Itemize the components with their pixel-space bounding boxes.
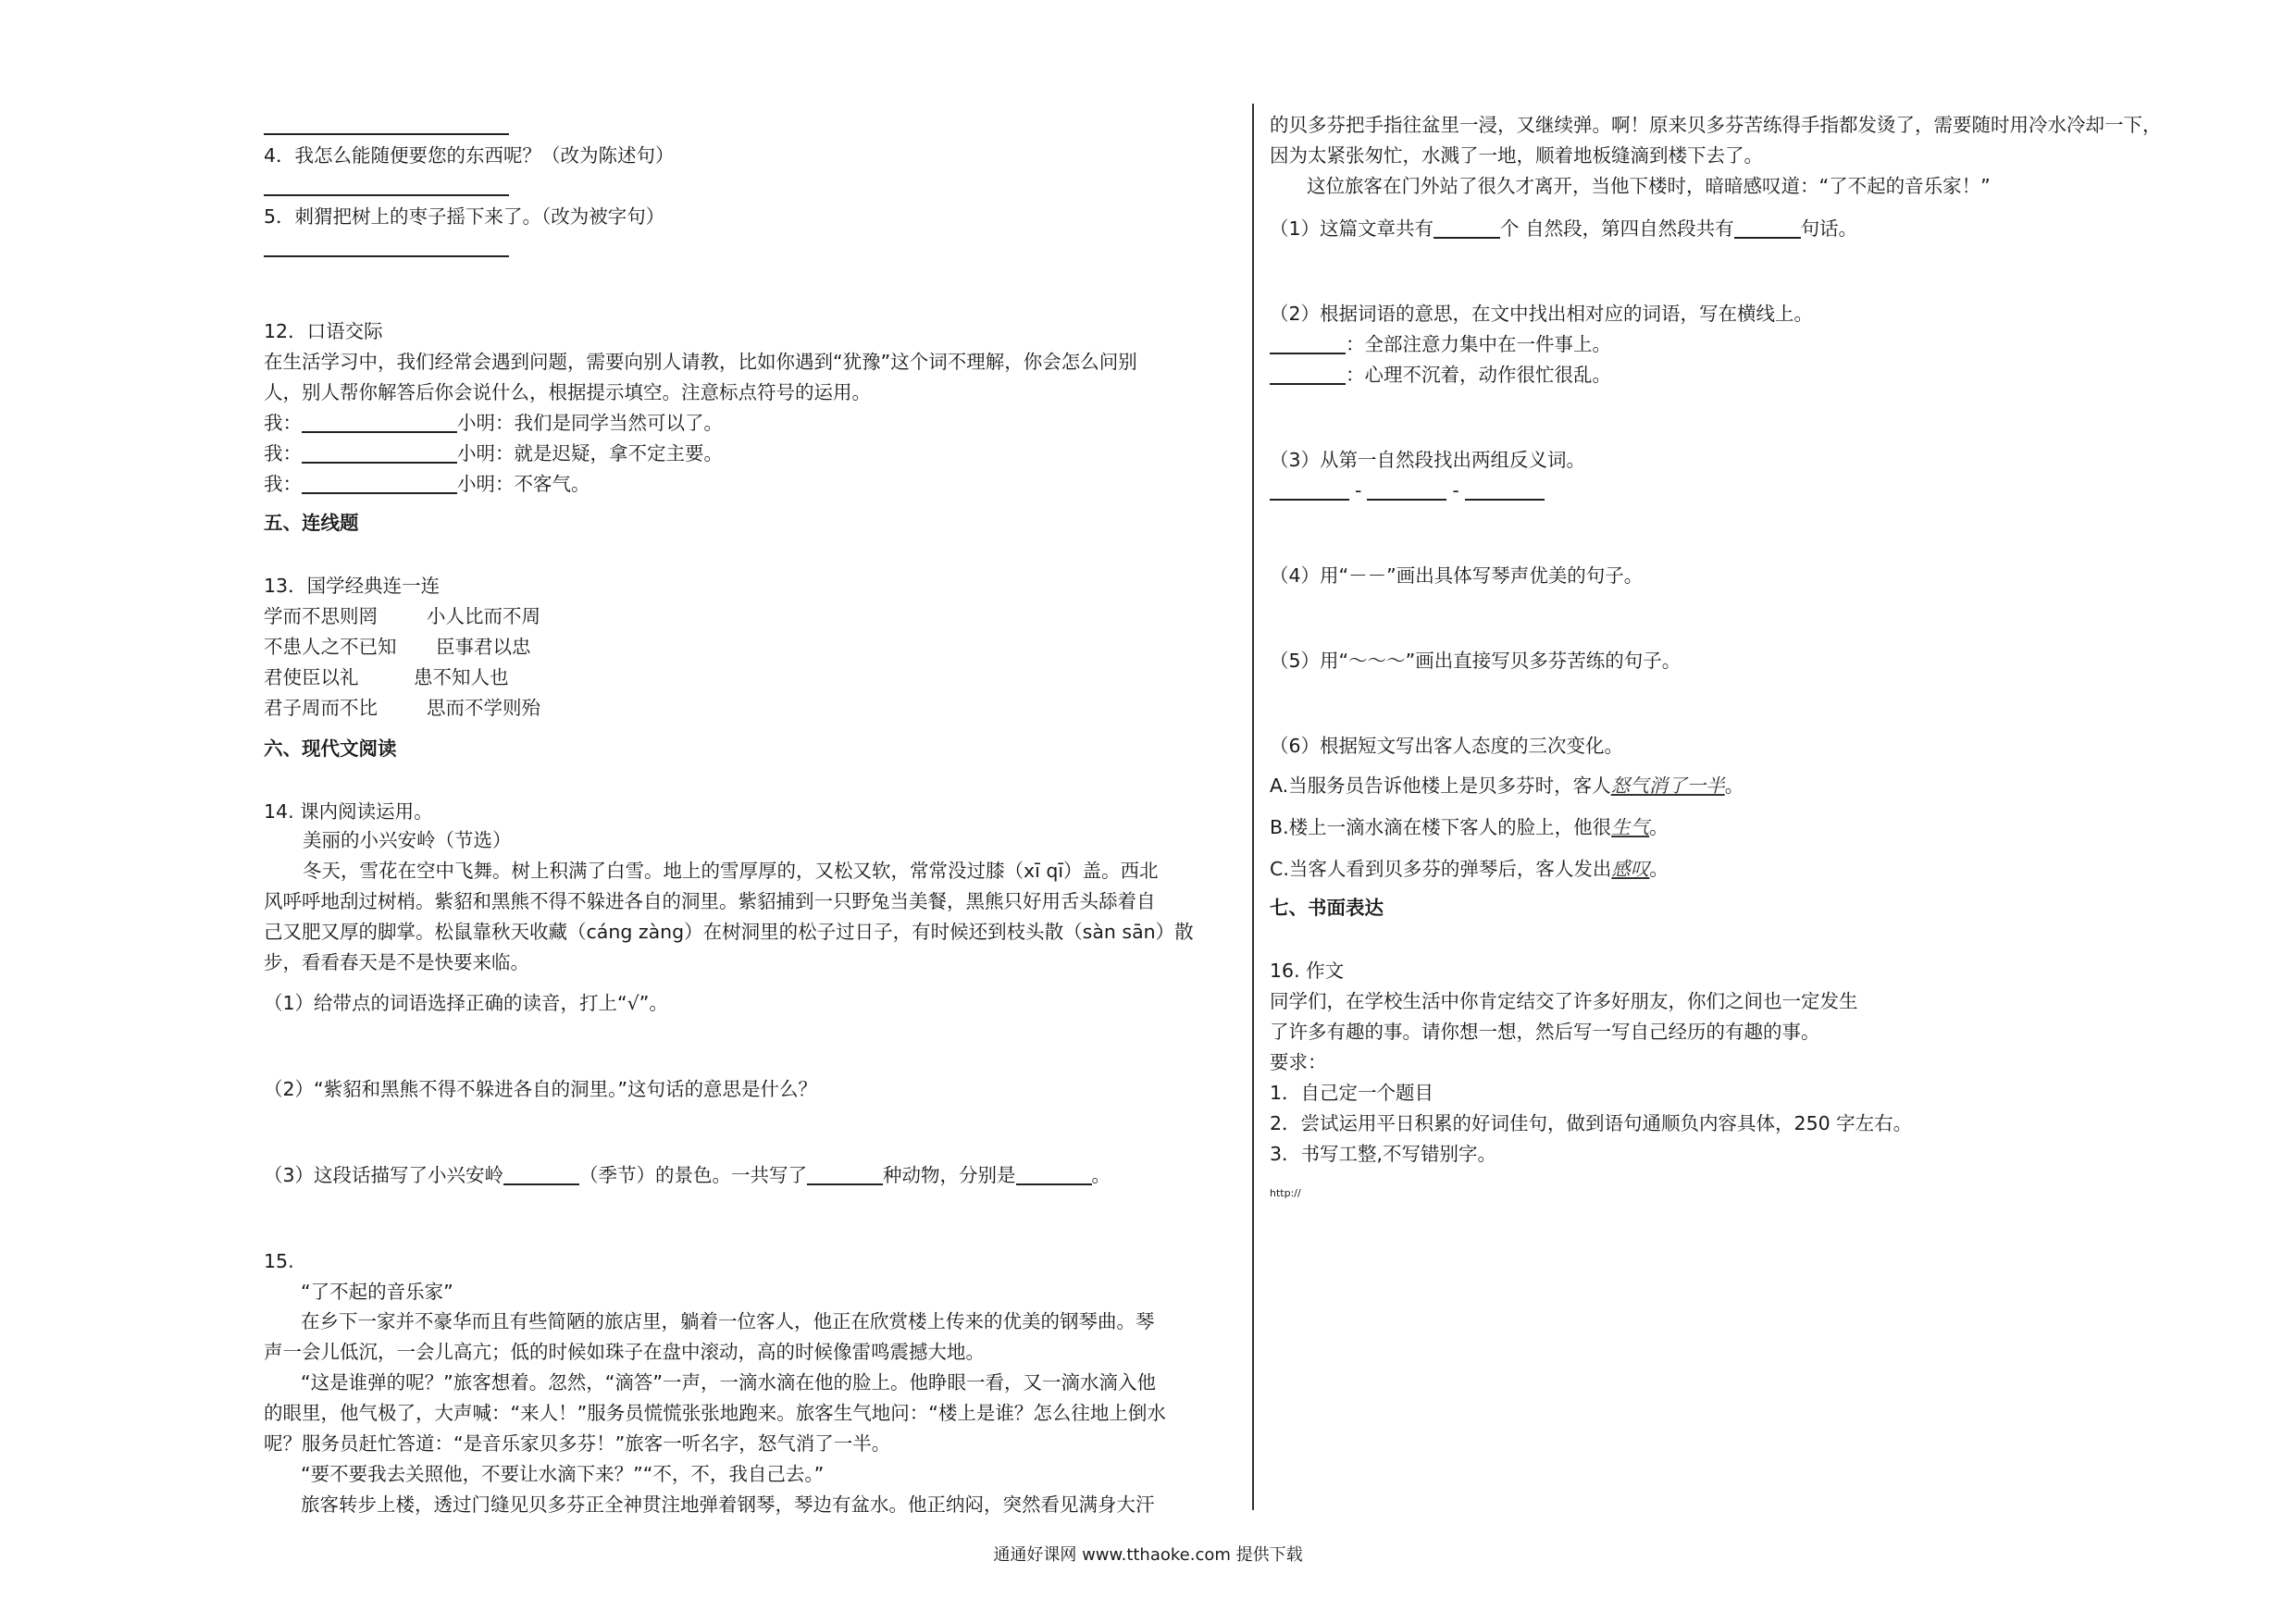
dialogue-row	[264, 440, 723, 466]
word-meaning-row: ：全部注意力集中在一件事上。	[1270, 331, 1611, 357]
section-heading: 七、书面表达	[1270, 897, 1384, 919]
fill-blank[interactable]	[1433, 217, 1500, 239]
passage-line: 因为太紧张匆忙，水溅了一地，顺着地板缝滴到楼下去了。	[1270, 144, 1763, 167]
passage-line: 在乡下一家并不豪华而且有些简陋的旅店里，躺着一位客人，他正在欣赏楼上传来的优美的钢琴曲。琴	[301, 1310, 1155, 1332]
match-left: 不患人之不已知	[264, 636, 397, 658]
match-left: 君使臣以礼	[264, 666, 359, 688]
question-4: 4．我怎么能随便要您的东西呢？（改为陈述句）	[264, 144, 675, 167]
question-16-title: 16. 作文	[1270, 960, 1345, 982]
fill-blank[interactable]	[302, 441, 457, 464]
handwritten-answer: 感叹	[1611, 858, 1650, 880]
answer-line	[264, 194, 509, 196]
passage-line: 旅客转步上楼，透过门缝见贝多芬正全神贯注地弹着钢琴，琴边有盆水。他正纳闷，突然看见满身大汗	[301, 1493, 1155, 1516]
antonym-row: - -	[1270, 477, 1545, 503]
sub-question: （4）用“－－”画出具体写琴声优美的句子。	[1270, 564, 1644, 587]
question-13-title: 13．国学经典连一连	[264, 575, 441, 597]
passage-line: “这是谁弹的呢？”旅客想着。忽然，“滴答”一声，一滴水滴在他的脸上。他睁眼一看，又一滴水滴入他	[301, 1371, 1156, 1394]
fill-blank[interactable]	[302, 411, 457, 433]
speaker-label: 我：	[264, 412, 302, 434]
reply-text: 小明：我们是同学当然可以了。	[457, 412, 723, 434]
prompt-line: 同学们，在学校生活中你肯定结交了许多好朋友，你们之间也一定发生	[1270, 990, 1858, 1012]
word-meaning-row: ：心理不沉着，动作很忙很乱。	[1270, 362, 1611, 388]
attitude-row: C.当客人看到贝多芬的弹琴后，客人发出感叹。	[1270, 858, 1669, 880]
passage-line: 步，看看春天是不是快要来临。	[264, 951, 529, 973]
prompt-line: 了许多有趣的事。请你想一想，然后写一写自己经历的有趣的事。	[1270, 1021, 1820, 1043]
fill-blank[interactable]	[1734, 217, 1801, 239]
fill-blank[interactable]	[1367, 478, 1446, 501]
speaker-label: 我：	[264, 473, 302, 495]
requirement-item: 3．书写工整,不写错别字。	[1270, 1143, 1497, 1165]
dialogue-row	[264, 410, 723, 436]
passage-line: 己又肥又厚的脚掌。松鼠靠秋天收藏（cáng zàng）在树洞里的松子过日子，有时候还到枝头散（sàn sān）散	[264, 921, 1194, 943]
sub-question: （2）根据词语的意思，在文中找出相对应的词语，写在横线上。	[1270, 303, 1814, 325]
reply-text: 小明：不客气。	[457, 473, 590, 495]
passage-line: “要不要我去关照他，不要让水滴下来？”“不，不，我自己去。”	[301, 1463, 825, 1485]
passage-line: 风呼呼地刮过树梢。紫貂和黑熊不得不躲进各自的洞里。紫貂捕到一只野兔当美餐，黑熊只好用舌头舔着自	[264, 890, 1156, 912]
column-divider	[1252, 104, 1254, 1510]
fill-blank[interactable]	[1270, 332, 1346, 354]
requirement-item: 1．自己定一个题目	[1270, 1082, 1434, 1104]
reply-text: 小明：就是迟疑，拿不定主要。	[457, 442, 723, 465]
sub-question: （1）这篇文章共有 个 自然段，第四自然段共有 句话。	[1270, 217, 1858, 240]
fill-blank[interactable]	[1016, 1163, 1092, 1185]
sub-question: （3）这段话描写了小兴安岭 （季节）的景色。一共写了 种动物，分别是 。	[264, 1164, 1111, 1186]
requirement-item: 2．尝试运用平日积累的好词佳句，做到语句通顺负内容具体，250 字左右。	[1270, 1112, 1913, 1134]
question-5: 5．刺猬把树上的枣子摇下来了。（改为被字句）	[264, 205, 665, 228]
sub-question: （3）从第一自然段找出两组反义词。	[1270, 449, 1586, 471]
passage-line: 呢？服务员赶忙答道：“是音乐家贝多芬！”旅客一听名字，怒气消了一半。	[264, 1432, 891, 1455]
fill-blank[interactable]	[1270, 478, 1349, 501]
question-14-title: 14. 课内阅读运用。	[264, 800, 433, 823]
passage-title: “了不起的音乐家”	[301, 1281, 453, 1303]
attitude-row: B.楼上一滴水滴在楼下客人的脸上，他很生气。	[1270, 816, 1669, 838]
requirements-label: 要求：	[1270, 1051, 1327, 1073]
question-15-title: 15.	[264, 1250, 294, 1272]
footer-credit: 通通好课网 www.tthaoke.com 提供下载	[993, 1545, 1303, 1565]
fill-blank[interactable]	[503, 1163, 579, 1185]
section-heading: 五、连线题	[264, 512, 359, 534]
question-12-intro: 在生活学习中，我们经常会遇到问题，需要向别人请教，比如你遇到“犹豫”这个词不理解，你会怎么问别	[264, 351, 1137, 373]
passage-line: 这位旅客在门外站了很久才离开，当他下楼时，暗暗感叹道：“了不起的音乐家！”	[1307, 175, 1991, 197]
passage-title: 美丽的小兴安岭（节选）	[303, 829, 512, 851]
passage-line: 的贝多芬把手指往盆里一浸，又继续弹。啊！原来贝多芬苦练得手指都发烫了，需要随时用冷水冷却一下，	[1270, 114, 2162, 136]
url-fragment: http://	[1270, 1187, 1301, 1199]
match-left: 学而不思则罔	[264, 605, 378, 627]
match-right: 小人比而不周	[427, 605, 540, 627]
match-right: 思而不学则殆	[427, 697, 540, 719]
fill-blank[interactable]	[1270, 363, 1346, 385]
match-right: 患不知人也	[414, 666, 509, 688]
question-12-intro: 人，别人帮你解答后你会说什么，根据提示填空。注意标点符号的运用。	[264, 381, 871, 403]
attitude-row: A.当服务员告诉他楼上是贝多芬时，客人怒气消了一半。	[1270, 774, 1744, 797]
handwritten-answer: 怒气消了一半	[1610, 774, 1725, 797]
passage-line: 的眼里，他气极了，大声喊：“来人！”服务员慌慌张张地跑来。旅客生气地问：“楼上是谁？怎么往地上倒水	[264, 1402, 1166, 1424]
sub-question: （2）“紫貂和黑熊不得不躲进各自的洞里。”这句话的意思是什么？	[264, 1078, 818, 1100]
fill-blank[interactable]	[302, 472, 457, 494]
question-12-title: 12．口语交际	[264, 320, 383, 342]
handwritten-answer: 生气	[1611, 816, 1650, 838]
match-left: 君子周而不比	[264, 697, 378, 719]
dialogue-row	[264, 471, 590, 497]
answer-line	[264, 133, 509, 135]
answer-line	[264, 255, 509, 257]
speaker-label: 我：	[264, 442, 302, 465]
fill-blank[interactable]	[1465, 478, 1545, 501]
sub-question: （1）给带点的词语选择正确的读音，打上“√”。	[264, 992, 668, 1014]
fill-blank[interactable]	[807, 1163, 883, 1185]
section-heading: 六、现代文阅读	[264, 737, 397, 760]
sub-question: （6）根据短文写出客人态度的三次变化。	[1270, 735, 1624, 757]
passage-line: 声一会儿低沉，一会儿高亢；低的时候如珠子在盘中滚动，高的时候像雷鸣震撼大地。	[264, 1341, 985, 1363]
passage-line: 冬天，雪花在空中飞舞。树上积满了白雪。地上的雪厚厚的，又松又软，常常没过膝（xī qī）盖。西北	[303, 860, 1159, 882]
match-right: 臣事君以忠	[436, 636, 531, 658]
sub-question: （5）用“～～～”画出直接写贝多芬苦练的句子。	[1270, 650, 1682, 672]
